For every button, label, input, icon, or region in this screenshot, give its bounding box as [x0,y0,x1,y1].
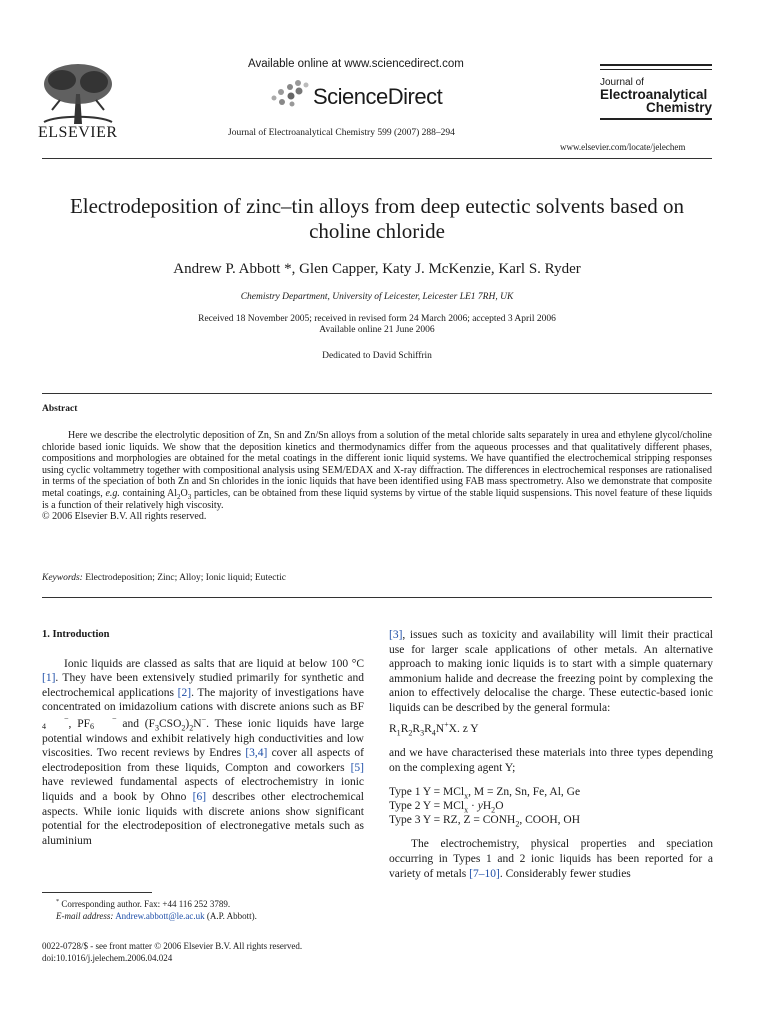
keywords-list: Electrodeposition; Zinc; Alloy; Ionic liquid; Eutectic [85,573,286,583]
header-divider [42,158,712,159]
intro-paragraph-3: The electrochemistry, physical properties and speciation occurring in Types 1 and 2 ionic liquids has been reported for a variety of metals [7–10]. Considerably fewer studies [389,838,713,880]
type-list [389,785,713,827]
abstract-copyright: © 2006 Elsevier B.V. All rights reserved. [42,511,207,523]
front-matter-line: 0022-0728/$ - see front matter © 2006 Elsevier B.V. All rights reserved. [42,941,303,951]
footnote-divider [42,892,152,893]
article-history [42,314,712,336]
type-2: Type 2 $Y = MCl_x \cdot yH_2O$ [389,800,504,815]
sciencedirect-wordmark: ScienceDirect [313,84,443,109]
journal-logo [600,77,712,114]
journal-logo-line3: Chemistry [645,100,712,115]
citation-link[interactable]: [5] [350,761,364,774]
issn-doi [42,940,364,964]
intro-paragraph-1-continued: [3], issues such as toxicity and availability will limit their practical use for larger scale applications of other metals. An alternative approach to making ionic liquids is to start with a simple quaternary ammonium halide and decrease the freezing point by complexing the anion to effectively delocalise the charge. These eutectic-based ionic liquids can be described by the general formula: [389,629,713,714]
available-online-date: Available online 21 June 2006 [319,325,435,335]
section-heading-introduction: 1. Introduction [42,629,110,640]
intro-paragraph-1: Ionic liquids are classed as salts that are liquid at below 100 °C [1]. They have been extensively studied primarily for synthetic and electrochemical applications [2]. The majority of investigations have concentrated on imidazolium cations with discrete anions such as BF− 4 , PF − 6 and $(F_3CSO_2)_2N^-$. These ionic liquids have large potential windows and exhibit relatively high conductivities and low viscosities. Two recent reviews by Endres [3,4] cover all aspects of electrodeposition from these liquids, Compton and coworkers [5] have reviewed fundamental aspects of electrochemistry in ionic liquids and a book by Ohno [6] describes other electrochemical aspects. While ionic liquids with discrete anions show significant potential for the electrodeposition of electronegative metals such as aluminium [42,657,364,847]
general-formula [389,719,713,737]
author-list: Andrew P. Abbott *, Glen Capper, Katy J. McKenzie, Karl S. Ryder [173,261,581,277]
available-online-link[interactable]: Available online at www.sciencedirect.com [248,58,464,70]
keywords [42,573,712,583]
sciencedirect-dots-icon [268,78,312,108]
journal-logo-rule [600,118,712,120]
email-label: E-mail address: [56,910,114,921]
citation-link[interactable]: [7–10] [469,867,500,880]
elsevier-tree-logo [38,60,118,126]
journal-logo-line2: Electroanalytical [600,87,708,102]
abstract-paragraph: Here we describe the electrolytic deposition of Zn, Sn and Zn/Sn alloys from a solution of the metal chloride salts separately in urea and ethylene glycol/choline chloride based ionic liquids. We show that the deposition kinetics and thermodynamics differ from the aqueous processes and that qualitatively different phases, compositions and morphologies are obtained for the metal coatings in the different ionic liquid systems. We have quantified the electrochemical stripping responses using cyclic voltammetry together with compositional analysis using SEM/EDAX and X-ray diffraction. The differences in electrochemical responses are rationalised in terms of the speciation of both Zn and Sn chlorides in the ionic liquids that have been identified using FAB mass spectrometry. Also we demonstrate that composite metal coatings, e.g. containing $Al_2O_3$ particles, can be obtained from these liquid systems by virtue of the stable liquid suspensions. This novel feature of these liquids is a function of their relatively high viscosity. [42,430,712,511]
abstract-body [42,430,712,523]
abstract-heading: Abstract [42,404,78,414]
type-3: Type 3 Y = RZ, $Z = CONH_2$, COOH, OH [389,814,581,829]
citation-link[interactable]: [6] [192,790,207,803]
elsevier-wordmark: ELSEVIER [38,124,118,141]
dedication: Dedicated to David Schiffrin [322,351,432,361]
keywords-label: Keywords: [42,573,83,583]
abstract-divider-bottom [42,597,712,598]
journal-logo-rule [600,64,712,66]
intro-paragraph-2: and we have characterised these materials into three types depending on the complexing agent Y; [389,747,713,774]
citation-link[interactable]: [3,4] [245,747,268,760]
doi-line: doi:10.1016/j.jelechem.2006.04.024 [42,953,173,963]
corresponding-author-fax: Corresponding author. Fax: +44 116 252 3789. [61,899,231,909]
author-email-link[interactable]: Andrew.abbott@le.ac.uk [115,910,205,921]
left-column [42,628,364,848]
citation-link[interactable]: [1] [42,672,56,685]
journal-url-link[interactable]: www.elsevier.com/locate/jelechem [560,142,686,152]
type-1: Type 1 Y = MCl$_x$, M = Zn, Sn, Fe, Al, Ge [389,786,581,801]
right-column [389,628,713,881]
email-suffix: (A.P. Abbott). [206,910,257,921]
journal-logo-rule [600,69,712,70]
abstract-divider-top [42,393,712,394]
article-title: Electrodeposition of zinc–tin alloys from deep eutectic solvents based on choline chloride [69,194,685,243]
citation-link[interactable]: [3] [389,629,403,641]
footnote-marker: * [56,898,60,905]
affiliation: Chemistry Department, University of Leicester, Leicester LE1 7RH, UK [240,292,514,302]
received-dates: Received 18 November 2005; received in revised form 24 March 2006; accepted 3 April 2006 [198,314,556,324]
formula-text: $R_1R_2R_3R_4N^+X$. z Y [389,719,479,737]
journal-citation: Journal of Electroanalytical Chemistry 599 (2007) 288–294 [228,128,455,138]
corresponding-author-footnote [42,899,364,922]
citation-link[interactable]: [2] [177,686,192,699]
journal-logo-line1: Journal of [600,77,644,88]
